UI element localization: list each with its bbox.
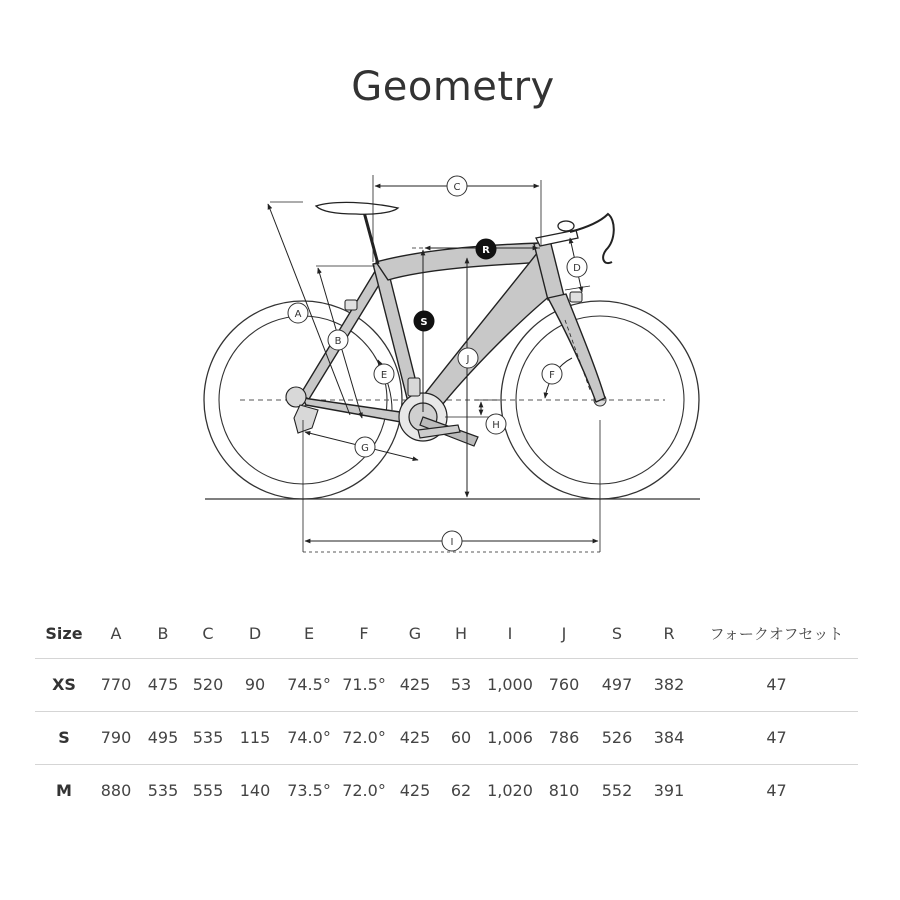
- table-row: [35, 764, 858, 817]
- col-header: J: [561, 624, 567, 644]
- col-header: C: [202, 624, 214, 644]
- col-header: R: [663, 624, 675, 644]
- table-cell: 880: [100, 781, 132, 801]
- table-cell: 1,020: [487, 781, 533, 801]
- table-cell: 790: [100, 728, 132, 747]
- label-h: [486, 414, 506, 434]
- table-cell: 535: [147, 781, 179, 801]
- table-row: [35, 658, 858, 711]
- label-f: [542, 364, 562, 384]
- table-cell: 425: [399, 675, 431, 694]
- table-cell: 74.0°: [287, 728, 331, 747]
- dimension-lines: [268, 175, 600, 552]
- label-a: [288, 303, 308, 323]
- label-e: [374, 364, 394, 384]
- table-cell: 384: [653, 728, 685, 747]
- table-cell: 1,000: [487, 675, 533, 694]
- rear-derailleur: [286, 387, 318, 433]
- label-d: [567, 257, 587, 277]
- svg-text:E: E: [380, 370, 388, 381]
- page-title: Geometry: [351, 64, 555, 110]
- table-cell: 71.5°: [342, 675, 386, 694]
- svg-text:D: D: [573, 263, 581, 274]
- table-cell: 115: [239, 728, 271, 747]
- svg-text:S: S: [420, 317, 428, 328]
- svg-text:A: A: [294, 309, 302, 320]
- svg-text:F: F: [549, 370, 555, 381]
- table-cell: 810: [548, 781, 580, 801]
- table-cell: 495: [147, 728, 179, 747]
- size-cell: S: [58, 728, 70, 747]
- col-header: フォークオフセット: [709, 625, 844, 644]
- col-header: H: [454, 624, 468, 644]
- table-cell: 760: [548, 675, 580, 694]
- col-header: I: [507, 624, 513, 644]
- table-cell: 520: [192, 675, 224, 694]
- col-header: S: [611, 624, 623, 644]
- label-s: [414, 311, 434, 331]
- label-r: [476, 239, 496, 259]
- table-cell: 475: [147, 675, 179, 694]
- table-cell: 526: [601, 728, 633, 747]
- table-cell: 770: [100, 675, 132, 694]
- label-g: [355, 437, 375, 457]
- table-cell: 1,006: [487, 728, 533, 747]
- table-cell: 47: [766, 675, 787, 694]
- table-cell: 90: [244, 675, 266, 694]
- table-cell: 60: [450, 728, 472, 747]
- table-cell: 391: [653, 781, 685, 801]
- label-j: [458, 348, 478, 368]
- table-cell: 786: [548, 728, 580, 747]
- bike-frame: [300, 240, 605, 424]
- table-cell: 497: [601, 675, 633, 694]
- col-header: D: [248, 624, 262, 644]
- svg-text:J: J: [466, 354, 470, 365]
- svg-text:R: R: [482, 245, 490, 256]
- table-row: [35, 711, 858, 764]
- label-i: [442, 531, 462, 551]
- svg-text:C: C: [453, 182, 461, 193]
- label-c: [447, 176, 467, 196]
- table-cell: 47: [766, 781, 787, 801]
- saddle: [316, 202, 398, 264]
- col-header: G: [408, 624, 422, 644]
- table-cell: 74.5°: [287, 675, 331, 694]
- svg-text:B: B: [334, 336, 342, 347]
- table-cell: 552: [601, 781, 633, 801]
- col-header: A: [110, 624, 122, 644]
- svg-text:G: G: [361, 443, 369, 454]
- table-cell: 73.5°: [287, 781, 331, 801]
- table-cell: 53: [450, 675, 472, 694]
- table-cell: 425: [399, 781, 431, 801]
- geometry-table: [35, 610, 858, 817]
- crankset: [399, 393, 478, 446]
- table-cell: 140: [239, 781, 271, 801]
- svg-text:I: I: [450, 537, 454, 548]
- col-header: E: [303, 624, 315, 644]
- table-cell: 62: [450, 781, 472, 801]
- size-cell: XS: [52, 675, 76, 694]
- table-cell: 72.0°: [342, 781, 386, 801]
- table-cell: 382: [653, 675, 685, 694]
- table-cell: 555: [192, 781, 224, 801]
- table-cell: 47: [766, 728, 787, 747]
- table-cell: 535: [192, 728, 224, 747]
- size-cell: M: [56, 781, 72, 801]
- table-header-row: [35, 610, 858, 658]
- front-derailleur: [408, 378, 420, 396]
- table-cell: 425: [399, 728, 431, 747]
- label-b: [328, 330, 348, 350]
- col-header: Size: [45, 624, 83, 644]
- col-header: F: [359, 624, 369, 644]
- svg-text:H: H: [492, 420, 500, 431]
- col-header: B: [157, 624, 169, 644]
- table-cell: 72.0°: [342, 728, 386, 747]
